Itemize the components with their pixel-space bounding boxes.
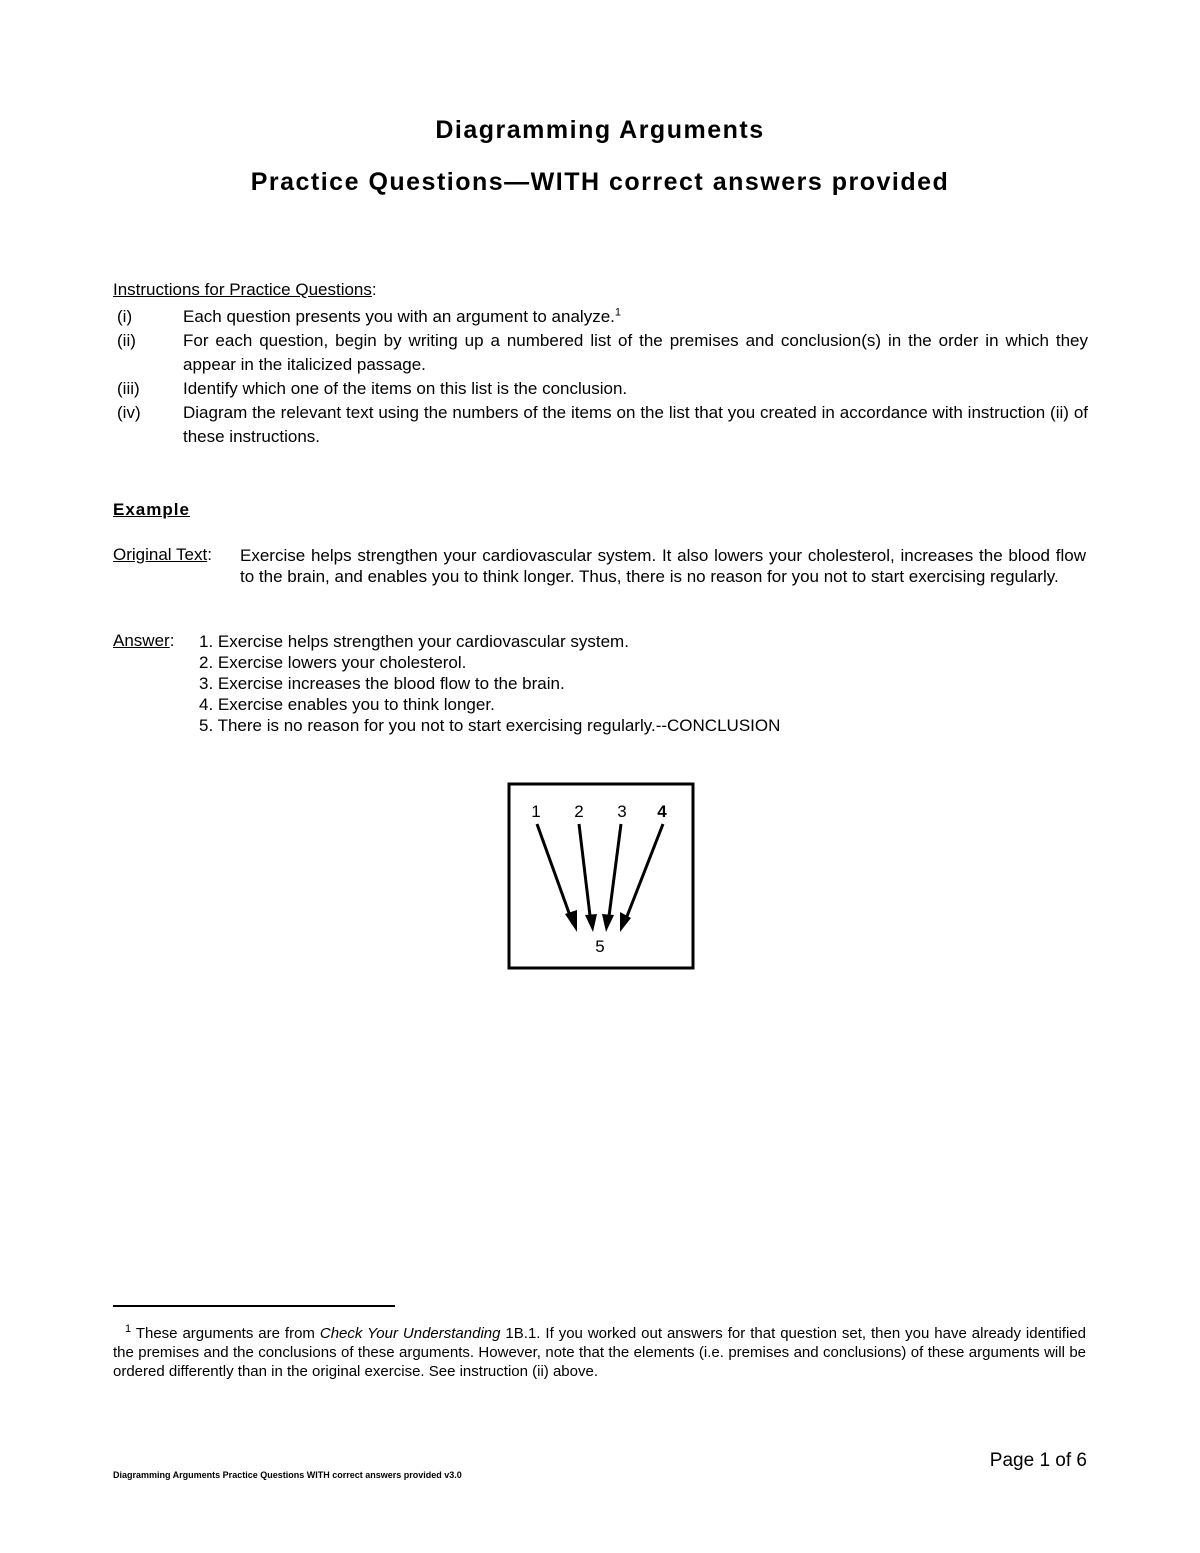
premise-node-4: 4 [657,802,667,821]
answer-item: 5. There is no reason for you not to start exercising regularly.--CONCLUSION [199,716,781,735]
premise-node-1: 1 [531,802,541,821]
arrowhead-4 [620,912,631,932]
instruction-text: For each question, begin by writing up a numbered list of the premises and conclusion(s) in the order in which they appear in the italicized passage. [183,331,1088,374]
footnote-separator [113,1305,395,1307]
answer-list [199,631,780,736]
instructions-heading [113,280,377,300]
document-subtitle: Practice Questions—WITH correct answers provided [250,168,950,196]
footnote [113,1324,1086,1381]
instructions-heading-text: Instructions for Practice Questions [113,280,372,299]
instruction-text-body: Each question presents you with an argument to analyze. [183,307,615,326]
example-heading: Example [113,500,190,519]
conclusion-node-5: 5 [595,937,605,956]
arrowhead-1 [565,910,577,932]
page-number: Page 1 of 6 [989,1450,1087,1471]
footnote-reference: 1 [614,306,621,319]
original-text-label [113,545,212,565]
instruction-text: Diagram the relevant text using the numbers of the items on the list that you created in accordance with instruction (ii) of these instructions. [183,403,1088,446]
instruction-item [113,305,1088,329]
answer-label-text: Answer [113,631,170,650]
answer-item: 3. Exercise increases the blood flow to the brain. [199,674,565,693]
premise-node-3: 3 [617,802,627,821]
footnote-italic-title: Check Your Understanding [319,1325,501,1342]
instruction-text [183,305,1088,329]
argument-diagram [507,782,695,970]
premise-node-2: 2 [574,802,584,821]
answer-label-colon: : [169,631,175,650]
document-footer: Diagramming Arguments Practice Questions WITH correct answers provided v3.0 [113,1470,462,1480]
instruction-number: (i) [117,307,133,326]
instruction-number: (iii) [117,379,140,398]
instruction-item [113,377,1088,401]
support-arrow-1 [537,824,573,924]
answer-item: 4. Exercise enables you to think longer. [199,695,495,714]
answer-item: 2. Exercise lowers your cholesterol. [199,653,467,672]
support-arrow-3 [608,824,621,924]
instruction-item [113,329,1088,377]
support-arrow-4 [624,824,663,924]
instructions-list [113,305,1088,449]
instructions-heading-colon: : [371,280,377,299]
footnote-text-before: These arguments are from [135,1325,320,1342]
instruction-number: (iv) [117,403,141,422]
document-title: Diagramming Arguments [435,116,765,144]
original-text-label-colon: : [207,545,212,564]
original-text: Exercise helps strengthen your cardiovascular system. It also lowers your cholesterol, increases the blood flow to the brain, and enables you to think longer. Thus, there is no reason for you not to start exercising regularly. [240,546,1086,586]
answer-label [113,631,174,651]
footnote-text-after: 1B.1. If you worked out answers for that question set, then you have already identified the premises and the conclusions of these arguments. However, note that the elements (i.e. premises and conclusions) of these arguments will be ordered differently than in the original exercise. See instruction (ii) above. [113,1325,1086,1380]
arrowhead-2 [585,914,597,932]
footnote-marker: 1 [125,1323,132,1335]
arrowhead-3 [602,914,614,932]
instruction-number: (ii) [117,331,136,350]
instruction-item [113,401,1088,449]
original-text-label-text: Original Text [113,545,208,564]
support-arrow-2 [579,824,591,924]
instruction-text: Identify which one of the items on this list is the conclusion. [183,379,628,398]
answer-item: 1. Exercise helps strengthen your cardiovascular system. [199,632,629,651]
